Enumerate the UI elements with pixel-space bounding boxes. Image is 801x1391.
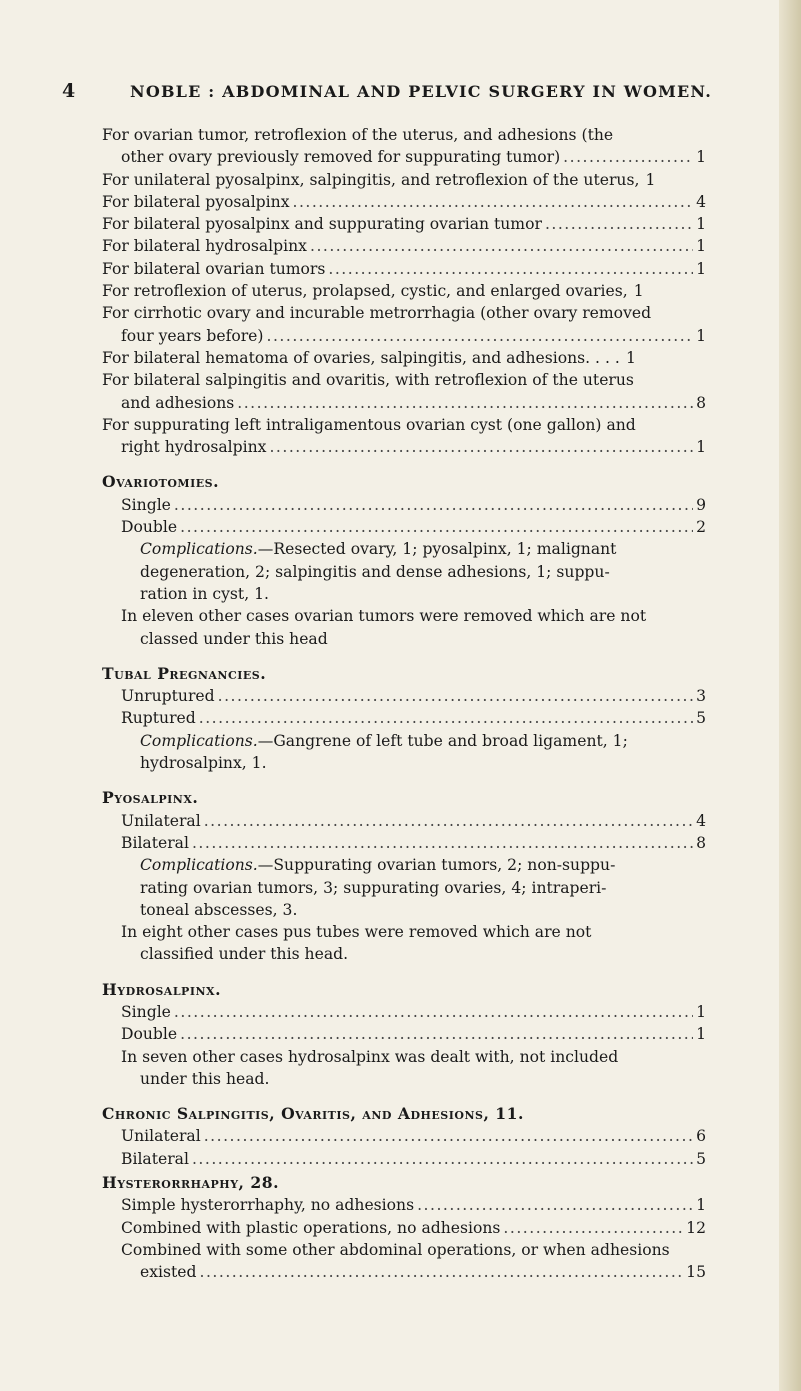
list-item: Unilateral ..... 4 — [102, 810, 706, 832]
section-note: In seven other cases hydrosalpinx was dealt with, not included under this head. — [121, 1047, 619, 1088]
list-item: For bilateral ovarian tumors ..... 1 — [102, 258, 706, 280]
complications-note: Complications.—Resected ovary, 1; pyosalpinx, 1; malignant degeneration, 2; salpingitis and dense adhesions, 1; suppu- ration in cyst, 1. — [140, 540, 617, 603]
complications-note: Complications.—Gangrene of left tube and broad ligament, 1; hydrosalpinx, 1. — [140, 731, 628, 773]
list-item: Double ..... 1 — [102, 1023, 706, 1045]
list-item: Simple hysterorrhaphy, no adhesions ..... 1 — [102, 1194, 706, 1216]
list-item: For bilateral hydrosalpinx ..... 1 — [102, 235, 706, 257]
section-heading-tubal: Tubal Pregnancies. — [102, 663, 267, 683]
list-item: Unruptured ..... 3 — [102, 685, 706, 707]
list-item: For bilateral pyosalpinx ..... 4 — [102, 191, 706, 213]
list-item: Combined with plastic operations, no adhesions ..... 12 — [102, 1217, 706, 1239]
running-title: NOBLE : ABDOMINAL AND PELVIC SURGERY IN WOMEN. — [130, 82, 712, 101]
page-content — [102, 124, 706, 1284]
list-item: Bilateral ..... 5 — [102, 1148, 706, 1170]
page-edge — [779, 0, 801, 1391]
complications-note: Complications.—Suppurating ovarian tumors, 2; non-suppu- rating ovarian tumors, 3; suppurating ovaries, 4; intraperi- toneal abscesses, 3. — [140, 856, 616, 919]
list-item: For unilateral pyosalpinx, salpingitis, and retroflexion of the uterus, 1 — [102, 170, 656, 189]
section-heading-ovariotomies: Ovariotomies. — [102, 472, 220, 492]
list-item: For retroflexion of uterus, prolapsed, cystic, and enlarged ovaries, 1 — [102, 282, 644, 301]
list-item: For bilateral hematoma of ovaries, salpingitis, and adhesions. . . . 1 — [102, 348, 636, 367]
list-item: For bilateral pyosalpinx and suppurating ovarian tumor ..... 1 — [102, 213, 706, 235]
running-header — [62, 80, 762, 106]
section-note: In eight other cases pus tubes were removed which are not classified under this head. — [121, 923, 592, 964]
list-item: Unilateral ..... 6 — [102, 1125, 706, 1147]
list-item: Double ..... 2 — [102, 516, 706, 538]
section-heading-hysterorrhaphy: Hysterorrhaphy, 28. — [102, 1173, 280, 1193]
list-item: Single ..... 9 — [102, 494, 706, 516]
list-item: For suppurating left intraligamentous ovarian cyst (one gallon) and right hydrosalpinx ..... 1 — [102, 414, 706, 459]
list-item: For bilateral salpingitis and ovaritis, with retroflexion of the uterus and adhesions ..... 8 — [102, 369, 706, 414]
list-item: Combined with some other abdominal operations, or when adhesions existed ..... 15 — [102, 1239, 706, 1284]
section-heading-hydrosalpinx: Hydrosalpinx. — [102, 979, 221, 999]
list-item: Ruptured ..... 5 — [102, 707, 706, 729]
list-item: Bilateral ..... 8 — [102, 832, 706, 854]
page-number: 4 — [62, 80, 77, 102]
list-item: Single ..... 1 — [102, 1001, 706, 1023]
section-heading-pyosalpinx: Pyosalpinx. — [102, 788, 199, 808]
list-item: For cirrhotic ovary and incurable metrorrhagia (other ovary removed four years before) ..... 1 — [102, 302, 706, 347]
section-note: In eleven other cases ovarian tumors were removed which are not classed under this head — [121, 607, 647, 648]
list-item: For ovarian tumor, retroflexion of the uterus, and adhesions (the other ovary previously removed for suppurating tumor) ..... 1 — [102, 124, 706, 169]
section-heading-chronic: Chronic Salpingitis, Ovaritis, and Adhesions, 11. — [102, 1104, 524, 1124]
